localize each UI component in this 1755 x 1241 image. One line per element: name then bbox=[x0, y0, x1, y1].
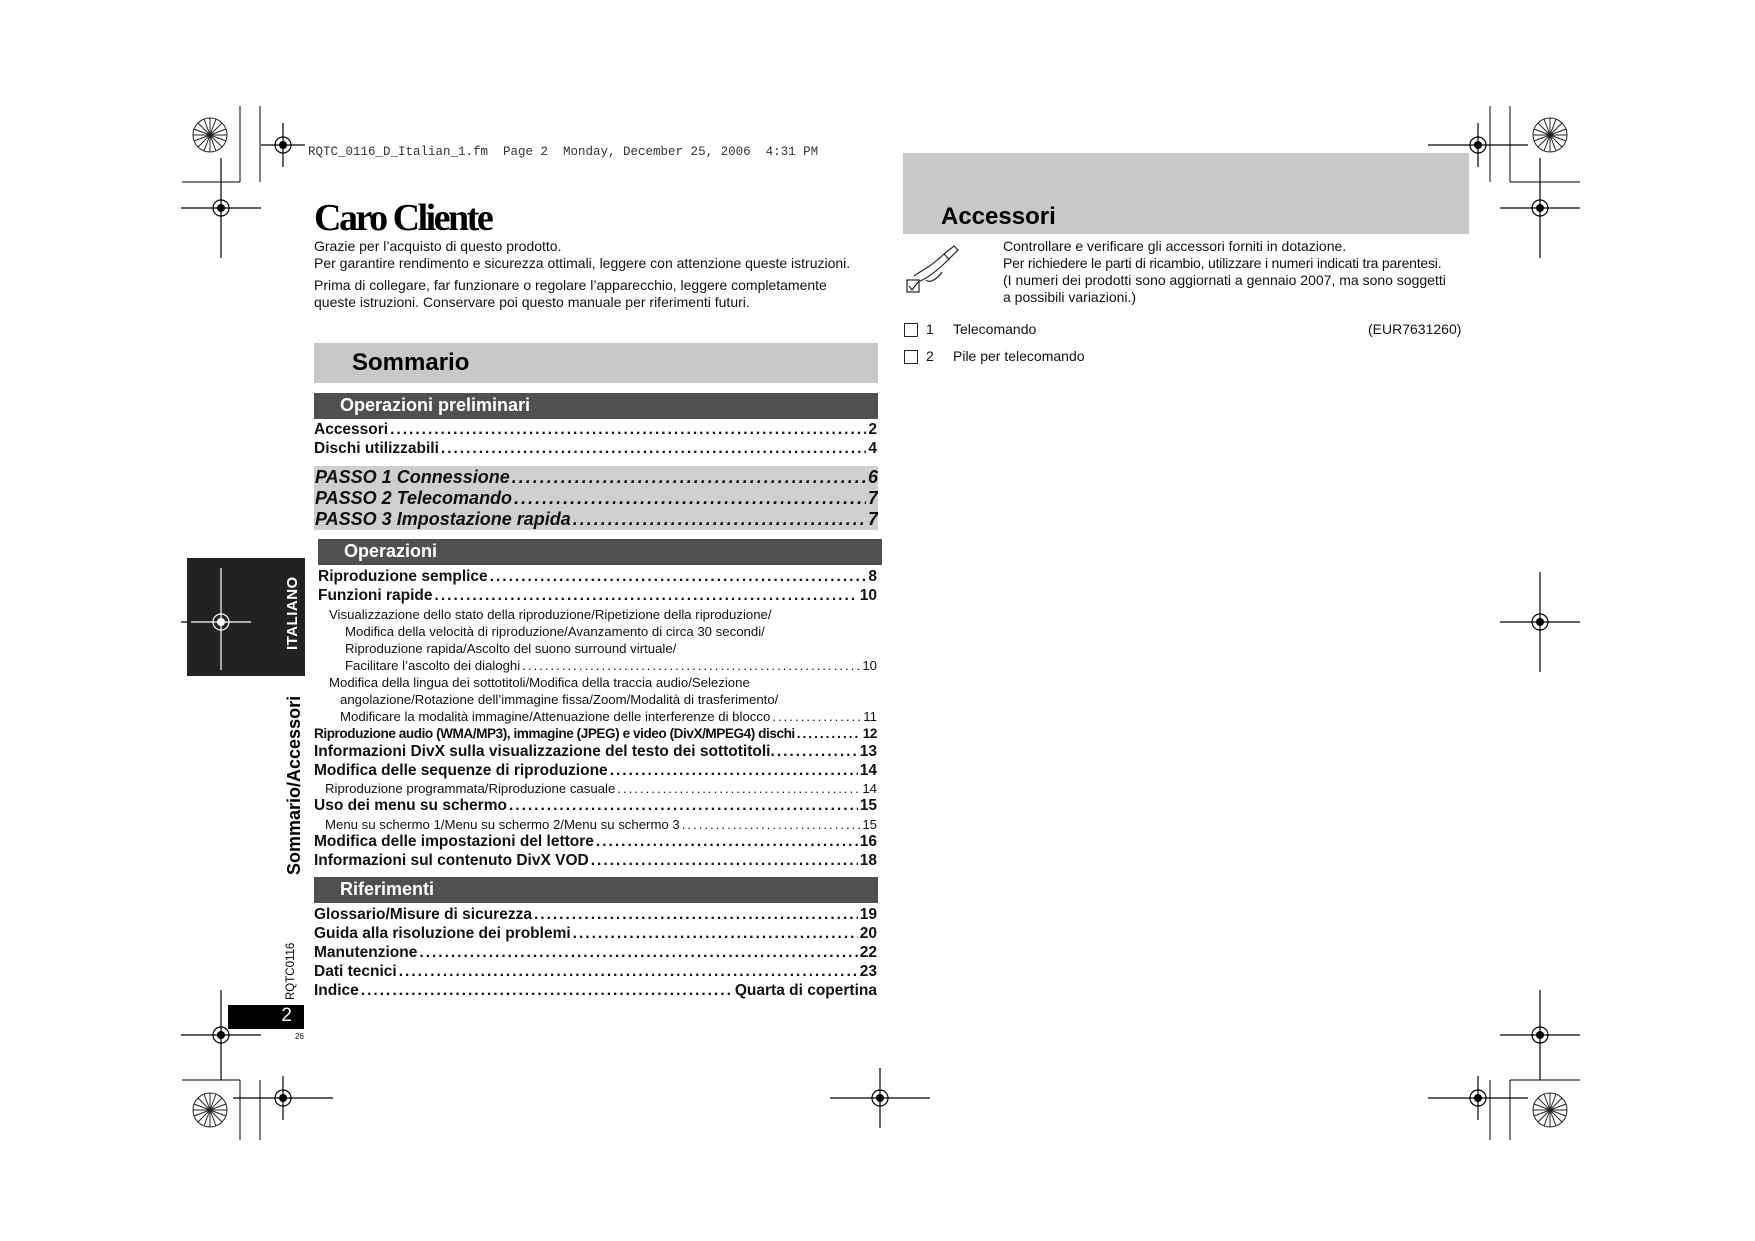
toc-entry[interactable] bbox=[314, 852, 877, 870]
page-title: Caro Cliente bbox=[314, 197, 492, 239]
toc-subentry[interactable] bbox=[325, 781, 877, 796]
toc-entry[interactable] bbox=[318, 587, 877, 605]
toc-page: 23 bbox=[859, 963, 877, 980]
toc-label: Uso dei menu su schermo bbox=[314, 797, 507, 814]
toc-page: 15 bbox=[862, 817, 877, 832]
accessory-name: Telecomando bbox=[953, 321, 1037, 337]
accessories-note-3: (I numeri dei prodotti sono aggiornati a gennaio 2007, ma sono soggetti bbox=[1003, 272, 1446, 288]
pen-checkbox-icon bbox=[904, 240, 960, 296]
toc-entry[interactable] bbox=[314, 944, 877, 962]
toc-entry[interactable] bbox=[314, 925, 877, 943]
toc-label: Facilitare l’ascolto dei dialoghi bbox=[345, 658, 521, 673]
toc-page: 13 bbox=[859, 743, 877, 760]
intro-line-4: queste istruzioni. Conservare poi questo manuale per riferimenti futuri. bbox=[314, 294, 750, 310]
toc-entry[interactable] bbox=[314, 440, 877, 458]
toc-subline: angolazione/Rotazione dell’immagine fissa/Zoom/Modalità di trasferimento/ bbox=[340, 692, 779, 707]
section-bar-ops bbox=[318, 539, 882, 565]
toc-page: 7 bbox=[867, 488, 878, 508]
small-number: 26 bbox=[295, 1032, 304, 1041]
toc-page: 2 bbox=[868, 421, 877, 438]
toc-label: Dischi utilizzabili bbox=[314, 440, 439, 457]
toc-label: PASSO 2 Telecomando bbox=[315, 488, 513, 508]
toc-page: 6 bbox=[867, 467, 878, 487]
toc-page: 11 bbox=[863, 709, 877, 724]
toc-page: 4 bbox=[868, 440, 877, 457]
toc-label: Informazioni DivX sulla visualizzazione del testo dei sottotitoli. bbox=[314, 743, 775, 760]
toc-page: 15 bbox=[859, 797, 877, 814]
file-header-line: RQTC_0116_D_Italian_1.fm Page 2 Monday, December 25, 2006 4:31 PM bbox=[308, 145, 819, 159]
toc-subline: Riproduzione rapida/Ascolto del suono surround virtuale/ bbox=[345, 641, 677, 656]
section-bar-refs bbox=[314, 877, 878, 903]
intro-line-3: Prima di collegare, far funzionare o regolare l’apparecchio, leggere completamente bbox=[314, 277, 827, 293]
toc-subentry[interactable] bbox=[345, 658, 877, 673]
toc-entry[interactable] bbox=[314, 762, 877, 780]
toc-entry[interactable] bbox=[318, 568, 877, 586]
toc-subline: Modifica della lingua dei sottotitoli/Modifica della traccia audio/Selezione bbox=[329, 675, 750, 690]
section-title-ops: Operazioni bbox=[344, 541, 438, 561]
toc-page: Quarta di copertina bbox=[734, 982, 877, 999]
toc-label: Menu su schermo 1/Menu su schermo 2/Menu su schermo 3 bbox=[325, 817, 680, 832]
toc-label: Dati tecnici bbox=[314, 963, 397, 980]
summary-header-bar bbox=[314, 343, 878, 383]
toc-page: 16 bbox=[859, 833, 877, 850]
intro-line-2: Per garantire rendimento e sicurezza ottimali, leggere con attenzione queste istruzioni. bbox=[314, 255, 851, 271]
toc-label: Riproduzione programmata/Riproduzione casuale bbox=[325, 781, 616, 796]
toc-page: 14 bbox=[862, 781, 877, 796]
toc-page: 12 bbox=[862, 726, 877, 741]
toc-step-entry[interactable] bbox=[315, 509, 878, 530]
page-number-badge bbox=[228, 1005, 304, 1029]
toc-subentry[interactable] bbox=[340, 709, 877, 724]
toc-entry[interactable] bbox=[314, 906, 877, 924]
accessories-header-bar bbox=[903, 153, 1469, 234]
section-title-refs: Riferimenti bbox=[340, 879, 435, 899]
toc-subentry[interactable] bbox=[325, 817, 877, 832]
toc-label: Guida alla risoluzione dei problemi bbox=[314, 925, 571, 942]
toc-entry[interactable] bbox=[314, 797, 877, 815]
toc-label: Modifica delle sequenze di riproduzione bbox=[314, 762, 608, 779]
toc-label: Manutenzione bbox=[314, 944, 418, 961]
accessory-name: Pile per telecomando bbox=[953, 348, 1085, 364]
toc-label: Indice bbox=[314, 982, 359, 999]
accessories-heading: Accessori bbox=[941, 203, 1056, 230]
toc-label: PASSO 3 Impostazione rapida bbox=[315, 509, 571, 529]
toc-step-entry[interactable] bbox=[315, 467, 878, 488]
toc-label: Modifica delle impostazioni del lettore bbox=[314, 833, 594, 850]
toc-page: 14 bbox=[859, 762, 877, 779]
toc-page: 22 bbox=[859, 944, 877, 961]
summary-heading: Sommario bbox=[352, 349, 470, 376]
intro-line-1: Grazie per l’acquisto di questo prodotto. bbox=[314, 238, 562, 254]
accessory-qty: 1 bbox=[926, 321, 934, 337]
page-number: 2 bbox=[281, 1005, 292, 1026]
accessories-note-2: Per richiedere le parti di ricambio, utilizzare i numeri indicati tra parentesi. bbox=[1003, 255, 1442, 271]
accessories-note-4: a possibili variazioni.) bbox=[1003, 289, 1137, 305]
toc-page: 19 bbox=[859, 906, 877, 923]
toc-label: Accessori bbox=[314, 421, 389, 438]
toc-label: PASSO 1 Connessione bbox=[315, 467, 510, 487]
toc-entry[interactable] bbox=[314, 982, 877, 1000]
toc-page: 8 bbox=[868, 568, 877, 585]
toc-page: 20 bbox=[859, 925, 877, 942]
language-label: ITALIANO bbox=[284, 576, 301, 650]
toc-page: 18 bbox=[859, 852, 877, 869]
accessory-checkbox[interactable] bbox=[904, 350, 918, 364]
toc-page: 7 bbox=[867, 509, 878, 529]
accessory-code: (EUR7631260) bbox=[1368, 321, 1462, 337]
toc-label: Modificare la modalità immagine/Attenuazione delle interferenze di blocco bbox=[340, 709, 771, 724]
toc-entry[interactable] bbox=[314, 963, 877, 981]
accessory-qty: 2 bbox=[926, 348, 934, 364]
toc-label: Riproduzione semplice bbox=[318, 568, 488, 585]
section-bar-prelim bbox=[314, 393, 878, 419]
accessory-checkbox[interactable] bbox=[904, 323, 918, 337]
toc-step-entry[interactable] bbox=[315, 488, 878, 509]
accessories-note-1: Controllare e verificare gli accessori forniti in dotazione. bbox=[1003, 238, 1347, 254]
toc-entry[interactable] bbox=[314, 726, 877, 741]
toc-entry[interactable] bbox=[314, 833, 877, 851]
toc-label: Informazioni sul contenuto DivX VOD bbox=[314, 852, 589, 869]
toc-entry[interactable] bbox=[314, 743, 877, 761]
toc-label: Funzioni rapide bbox=[318, 587, 433, 604]
toc-label: Riproduzione audio (WMA/MP3), immagine (JPEG) e video (DivX/MPEG4) dischi bbox=[314, 726, 795, 741]
section-side-label: Sommario/Accessori bbox=[284, 695, 304, 875]
section-title-prelim: Operazioni preliminari bbox=[340, 395, 531, 415]
toc-entry[interactable] bbox=[314, 421, 877, 439]
toc-page: 10 bbox=[862, 658, 877, 673]
toc-subline: Visualizzazione dello stato della riproduzione/Ripetizione della riproduzione/ bbox=[329, 607, 772, 622]
toc-page: 10 bbox=[859, 587, 877, 604]
toc-subline: Modifica della velocità di riproduzione/Avanzamento di circa 30 secondi/ bbox=[345, 624, 765, 639]
toc-label: Glossario/Misure di sicurezza bbox=[314, 906, 532, 923]
doc-code: RQTC0116 bbox=[285, 942, 297, 1000]
